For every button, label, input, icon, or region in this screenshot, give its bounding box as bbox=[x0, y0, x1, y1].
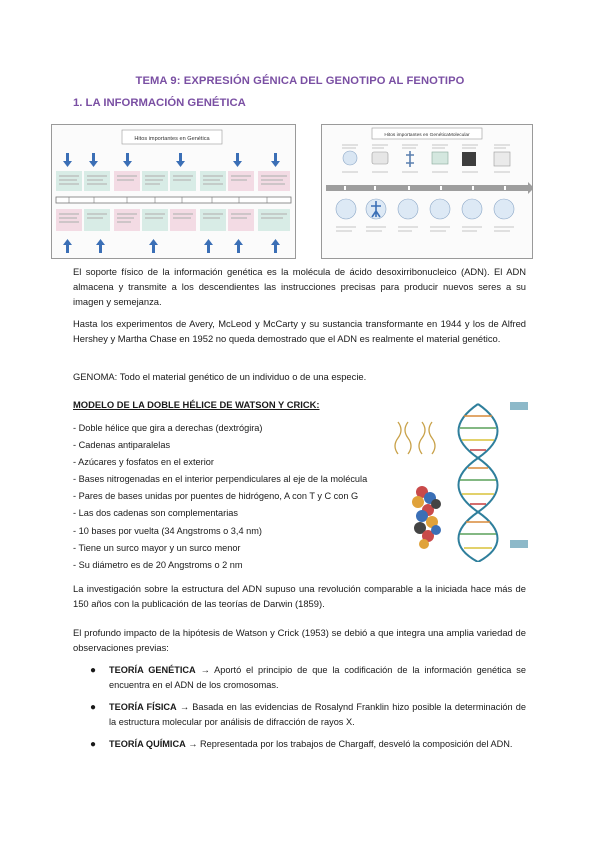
dna-helix-illustration bbox=[392, 400, 532, 562]
paragraph-experiments: Hasta los experimentos de Avery, McLeod y McCarty y su sustancia transformante en 1944 y los de Alfred Hershey y Martha Chase en 1952 no queda demostrado que el ADN es realmente el material genético. bbox=[73, 318, 526, 344]
theory-name: TEORÍA QUÍMICA bbox=[109, 739, 186, 749]
base-pair-rungs bbox=[460, 416, 496, 548]
molecular-timeline-heading: Hitos importantes en GenéticaMolecular bbox=[384, 133, 470, 138]
list-item: - Su diámetro es de 20 Angstroms o 2 nm bbox=[73, 559, 243, 570]
theory-name: TEORÍA GENÉTICA bbox=[109, 665, 196, 675]
paragraph-revolution: La investigación sobre la estructura del ADN supuso una revolución comparable a la iniciada hace más de 150 años con la publicación de las teorías de Darwin (1859). bbox=[73, 583, 526, 609]
timeline-bottom-cards bbox=[56, 209, 290, 231]
molecular-genetics-timeline-figure bbox=[321, 124, 533, 259]
section-heading: 1. LA INFORMACIÓN GENÉTICA bbox=[73, 97, 246, 109]
dna-double-helix-figure bbox=[392, 400, 532, 562]
molecular-timeline-axis bbox=[326, 185, 528, 191]
timeline-top-cards bbox=[56, 171, 290, 191]
axis-arrow-icon bbox=[528, 182, 532, 194]
space-filling-model bbox=[412, 486, 441, 549]
arrow-up-icons bbox=[63, 239, 280, 253]
list-item: - Las dos cadenas son complementarias bbox=[73, 508, 238, 519]
genetics-timeline-heading: Hitos importantes en Genética bbox=[134, 136, 210, 142]
list-item: - Cadenas antiparalelas bbox=[73, 440, 171, 451]
double-helix-heading: MODELO DE LA DOBLE HÉLICE DE WATSON Y CRICK: bbox=[73, 399, 320, 410]
double-helix-traits-list bbox=[73, 420, 367, 574]
list-item: - 10 bases por vuelta (34 Angstroms o 3,4 nm) bbox=[73, 525, 262, 536]
molecular-timeline-graphic bbox=[322, 125, 532, 258]
theory-name: TEORÍA FÍSICA bbox=[109, 702, 177, 712]
strand-label-bottom bbox=[510, 540, 528, 548]
theory-genetic bbox=[90, 663, 526, 693]
paragraph-impact: El profundo impacto de la hipótesis de Watson y Crick (1953) se debió a que integra una amplia variedad de observaciones previas: bbox=[73, 627, 526, 653]
list-item: - Pares de bases unidas por puentes de hidrógeno, A con T y C con G bbox=[73, 491, 359, 502]
bullet-icon: ● bbox=[90, 739, 97, 750]
theory-physical bbox=[90, 700, 526, 730]
small-helix-icons bbox=[395, 422, 435, 454]
paragraph-genome: GENOMA: Todo el material genético de un individuo o de una especie. bbox=[73, 371, 367, 382]
paragraph-dna-support: El soporte físico de la información genética es la molécula de ácido desoxirribonucleico (ADN). El ADN almacena y transmite a los descendientes las instrucciones precisas para producir nuevos seres a su imagen y semejanza. bbox=[73, 266, 526, 307]
molecular-top-icons bbox=[343, 151, 510, 167]
molecular-top-caption-lines bbox=[342, 145, 510, 148]
theory-text: Basada en las evidencias de Rosalynd Franklin hizo posible la determinación de la estructura molecular por análisis de difracción de rayos X. bbox=[109, 702, 526, 727]
arrow-icon: → bbox=[188, 739, 198, 749]
arrow-down-icons bbox=[63, 153, 280, 167]
bullet-icon: ● bbox=[90, 702, 97, 713]
list-item: - Doble hélice que gira a derechas (dextrógira) bbox=[73, 423, 263, 433]
theory-chemical bbox=[90, 737, 526, 752]
strand-label-top bbox=[510, 402, 528, 410]
list-item: - Bases nitrogenadas en el interior perpendiculares al eje de la molécula bbox=[73, 474, 368, 485]
timeline-axis bbox=[56, 197, 291, 203]
list-item: - Tiene un surco mayor y un surco menor bbox=[73, 542, 241, 553]
arrow-icon: → bbox=[200, 665, 210, 675]
theory-text: Aportó el principio de que la codificación de la información genética se encuentra en el ADN de los cromosomas. bbox=[109, 665, 526, 690]
page-title: TEMA 9: EXPRESIÓN GÉNICA DEL GENOTIPO AL FENOTIPO bbox=[135, 75, 465, 87]
molecular-bottom-caption-lines bbox=[336, 227, 514, 231]
genetics-timeline-graphic bbox=[52, 125, 295, 258]
molecular-bottom-icons bbox=[336, 199, 514, 219]
theory-text: Representada por los trabajos de Chargaff, desveló la composición del ADN. bbox=[200, 739, 513, 749]
bullet-icon: ● bbox=[90, 665, 97, 676]
arrow-icon: → bbox=[179, 702, 190, 712]
list-item: - Azúcares y fosfatos en el exterior bbox=[73, 457, 214, 468]
genetics-timeline-figure bbox=[51, 124, 296, 259]
